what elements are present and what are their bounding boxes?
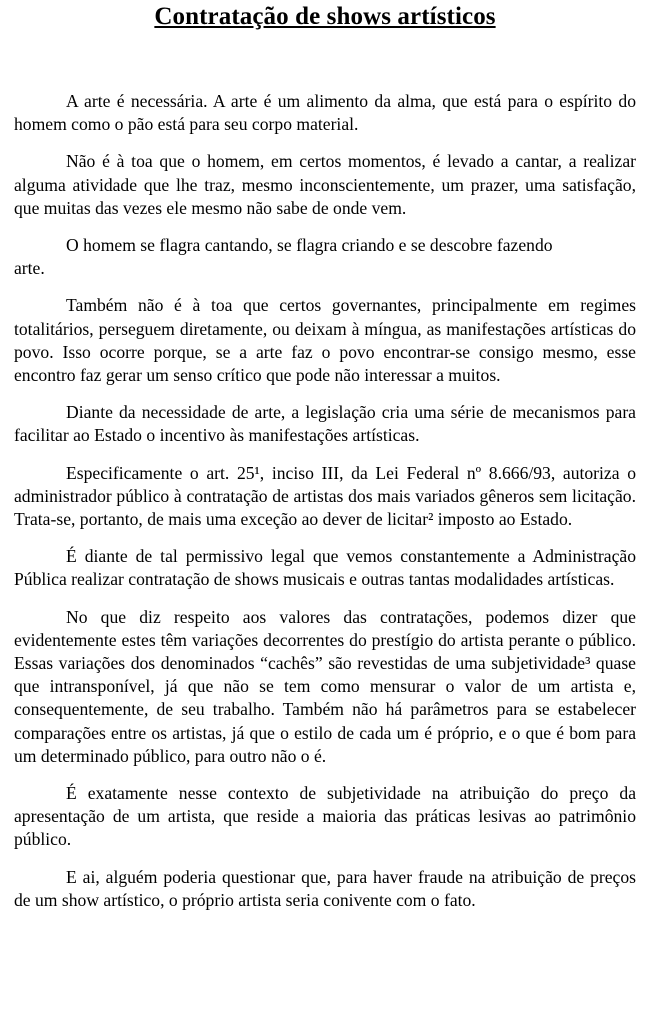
- paragraph-6: Especificamente o art. 25¹, inciso III, da Lei Federal nº 8.666/93, autoriza o administrador público à contratação de artistas dos mais variados gêneros sem licitação. Trata-se, portanto, de mais uma exceção ao dever de licitar² imposto ao Estado.: [14, 462, 636, 530]
- paragraph-3: O homem se flagra cantando, se flagra criando e se descobre fazendo: [66, 235, 553, 256]
- paragraph-1: A arte é necessária. A arte é um alimento da alma, que está para o espírito do homem como o pão está para seu corpo material.: [14, 91, 636, 135]
- paragraph-10: E ai, alguém poderia questionar que, para haver fraude na atribuição de preços de um show artístico, o próprio artista seria conivente com o fato.: [14, 866, 636, 910]
- paragraph-8: No que diz respeito aos valores das contratações, podemos dizer que evidentemente estes têm variações decorrentes do prestígio do artista perante o público. Essas variações dos denominados “cachês” são revestidas de uma subjetividade³ quase que intransponível, já que não se tem como mensurar o valor de um artista e, consequentemente, de seu trabalho. Também não há parâmetros para se estabelecer comparações entre os artistas, já que o estilo de cada um é próprio, e o que é bom para um determinado público, para outro não o é.: [14, 606, 636, 766]
- document-body: [14, 90, 636, 912]
- paragraph-5: Diante da necessidade de arte, a legislação cria uma série de mecanismos para facilitar ao Estado o incentivo às manifestações artísticas.: [14, 402, 636, 446]
- document-page: [14, 0, 636, 926]
- document-title: Contratação de shows artísticos: [154, 3, 496, 30]
- paragraph-2: Não é à toa que o homem, em certos momentos, é levado a cantar, a realizar alguma atividade que lhe traz, mesmo inconscientemente, um prazer, uma satisfação, que muitas das vezes ele mesmo não sabe de onde vem.: [14, 151, 636, 218]
- paragraph-7: É diante de tal permissivo legal que vemos constantemente a Administração Pública realizar contratação de shows musicais e outras tantas modalidades artísticas.: [14, 546, 636, 590]
- paragraph-3-continuation: arte.: [14, 258, 45, 279]
- paragraph-4: Também não é à toa que certos governantes, principalmente em regimes totalitários, perseguem diretamente, ou deixam à míngua, as manifestações artísticas do povo. Isso ocorre porque, se a arte faz o povo encontrar-se consigo mesmo, esse encontro faz gerar um senso crítico que pode não interessar a muitos.: [14, 295, 636, 386]
- paragraph-9: É exatamente nesse contexto de subjetividade na atribuição do preço da apresentação de um artista, que reside a maioria das práticas lesivas ao patrimônio público.: [14, 783, 636, 850]
